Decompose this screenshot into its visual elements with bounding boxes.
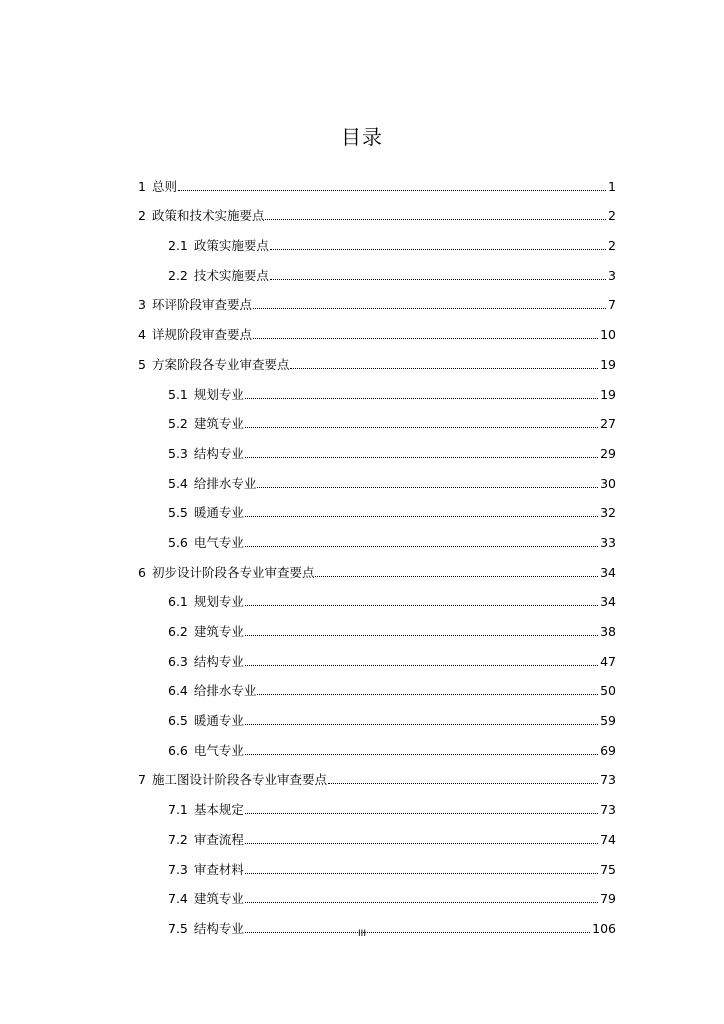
toc-entry-page-number: 30 (600, 475, 616, 491)
toc-entry-text: 技术实施要点 (193, 267, 269, 283)
toc-entry[interactable] (138, 403, 616, 433)
toc-entry-number: 5.3 (168, 445, 188, 461)
toc-entry-label (168, 505, 244, 521)
toc-entry-page-number: 19 (600, 386, 616, 402)
toc-entry-label (168, 891, 244, 907)
toc-entry-text: 政策实施要点 (193, 238, 269, 254)
toc-entry-number: 6.6 (168, 742, 188, 758)
toc-entry-text: 暖通专业 (193, 713, 244, 729)
toc-entry[interactable] (138, 195, 616, 225)
toc-entry-number: 5.4 (168, 475, 188, 491)
toc-entry-text: 建筑专业 (193, 624, 244, 639)
toc-dot-leader (245, 665, 598, 666)
toc-entry-text: 详规阶段审查要点 (151, 327, 252, 343)
toc-entry-page-number: 32 (600, 505, 616, 521)
toc-dot-leader (265, 219, 606, 220)
toc-entry-page-number: 75 (600, 861, 616, 877)
toc-entry-label (168, 802, 244, 818)
toc-entry-number: 6.3 (168, 653, 188, 669)
toc-entry[interactable] (138, 521, 616, 551)
toc-dot-leader (270, 279, 606, 280)
toc-entry[interactable] (138, 699, 616, 729)
toc-entry-number: 4 (138, 327, 146, 343)
toc-entry[interactable] (138, 284, 616, 314)
toc-entry-label (138, 327, 252, 343)
toc-entry-page-number: 47 (600, 653, 616, 669)
toc-entry-text: 审查材料 (193, 861, 244, 877)
toc-entry-text: 施工图设计阶段各专业审查要点 (151, 772, 327, 788)
toc-entry-number: 5.5 (168, 505, 188, 521)
toc-entry-label (138, 565, 314, 581)
toc-entry-label (168, 387, 244, 403)
toc-dot-leader (257, 487, 598, 488)
toc-entry-text: 环评阶段审查要点 (151, 297, 252, 313)
toc-entry-text: 电气专业 (193, 742, 244, 758)
toc-entry-text: 建筑专业 (193, 891, 244, 907)
toc-entry[interactable] (138, 788, 616, 818)
toc-entry-page-number: 50 (600, 683, 616, 699)
toc-entry-number: 7 (138, 772, 146, 788)
toc-entry-number: 5 (138, 356, 146, 372)
toc-entry-text: 给排水专业 (193, 475, 257, 491)
toc-entry-number: 6.2 (168, 624, 188, 639)
toc-entry-text: 结构专业 (193, 653, 244, 669)
toc-entry-number: 6.5 (168, 713, 188, 729)
toc-entry-page-number: 19 (600, 356, 616, 372)
toc-title: 目录 (341, 125, 383, 149)
toc-entry-text: 结构专业 (193, 445, 244, 461)
toc-entry-text: 初步设计阶段各专业审查要点 (151, 564, 315, 580)
toc-entry[interactable] (138, 729, 616, 759)
toc-entry-number: 2.2 (168, 267, 188, 283)
toc-entry[interactable] (138, 165, 616, 195)
toc-entry[interactable] (138, 878, 616, 908)
toc-dot-leader (245, 605, 598, 606)
toc-entry[interactable] (138, 432, 616, 462)
table-of-contents (138, 165, 616, 937)
toc-dot-leader (245, 724, 598, 725)
toc-entry[interactable] (138, 640, 616, 670)
toc-entry-text: 电气专业 (193, 534, 244, 550)
toc-entry-page-number: 1 (608, 178, 616, 194)
toc-dot-leader (245, 427, 598, 428)
toc-entry-number: 1 (138, 178, 146, 194)
toc-entry-label (138, 357, 289, 373)
toc-entry-page-number: 74 (600, 831, 616, 847)
toc-entry-page-number: 79 (600, 891, 616, 907)
toc-dot-leader (245, 516, 598, 517)
toc-entry[interactable] (138, 670, 616, 700)
toc-entry-text: 审查流程 (193, 831, 244, 847)
toc-entry-number: 2.1 (168, 238, 188, 254)
toc-entry-number: 7.1 (168, 802, 188, 818)
toc-entry-label (168, 743, 244, 759)
toc-entry-number: 6 (138, 564, 146, 580)
toc-entry-page-number: 73 (600, 772, 616, 788)
toc-entry-label (168, 446, 244, 462)
toc-entry-text: 规划专业 (193, 594, 244, 610)
toc-entry-label (168, 594, 244, 610)
toc-entry-label (168, 713, 244, 729)
toc-entry[interactable] (138, 224, 616, 254)
toc-entry-page-number: 29 (600, 445, 616, 461)
toc-entry-page-number: 38 (600, 624, 616, 639)
toc-dot-leader (328, 783, 598, 784)
toc-entry-label (168, 654, 244, 670)
toc-entry-label (168, 832, 244, 848)
toc-entry-page-number: 34 (600, 564, 616, 580)
toc-entry-page-number: 34 (600, 594, 616, 610)
toc-entry-number: 7.3 (168, 861, 188, 877)
toc-dot-leader (245, 754, 598, 755)
toc-dot-leader (315, 576, 598, 577)
toc-entry[interactable] (138, 848, 616, 878)
toc-entry-number: 7.4 (168, 891, 188, 907)
toc-entry-text: 建筑专业 (193, 416, 244, 432)
toc-entry-text: 给排水专业 (193, 683, 257, 699)
toc-dot-leader (253, 308, 606, 309)
toc-entry[interactable] (138, 462, 616, 492)
toc-entry-number: 7.2 (168, 831, 188, 847)
toc-entry-page-number: 2 (608, 238, 616, 254)
toc-entry[interactable] (138, 581, 616, 611)
toc-entry-label (168, 476, 256, 492)
toc-entry-text: 规划专业 (193, 386, 244, 402)
toc-entry-text: 政策和技术实施要点 (151, 208, 265, 224)
toc-entry-page-number: 3 (608, 267, 616, 283)
toc-entry-number: 5.6 (168, 534, 188, 550)
toc-dot-leader (270, 249, 606, 250)
toc-entry-page-number: 7 (608, 297, 616, 313)
toc-entry-page-number: 27 (600, 416, 616, 432)
toc-entry-label (168, 683, 256, 699)
toc-entry-label (168, 238, 269, 254)
toc-entry-number: 7.5 (168, 920, 188, 936)
toc-entry[interactable] (138, 759, 616, 789)
toc-entry[interactable] (138, 492, 616, 522)
toc-entry-number: 5.1 (168, 386, 188, 402)
toc-entry[interactable] (138, 343, 616, 373)
toc-dot-leader (245, 457, 598, 458)
toc-entry-page-number: 59 (600, 713, 616, 729)
toc-entry-text: 总则 (151, 178, 177, 194)
toc-entry[interactable] (138, 610, 616, 640)
toc-entry-label (138, 179, 177, 195)
toc-entry-label (168, 624, 244, 640)
page-number-footer: III (358, 929, 366, 939)
toc-dot-leader (245, 843, 598, 844)
toc-entry-page-number: 73 (600, 802, 616, 818)
toc-entry-number: 2 (138, 208, 146, 224)
toc-dot-leader (245, 813, 598, 814)
toc-entry-text: 基本规定 (193, 802, 244, 818)
toc-entry-text: 暖通专业 (193, 505, 244, 521)
toc-entry[interactable] (138, 254, 616, 284)
toc-entry-label (168, 416, 244, 432)
toc-entry-text: 结构专业 (193, 920, 244, 936)
toc-entry-label (168, 268, 269, 284)
toc-entry-label (138, 772, 327, 788)
toc-dot-leader (245, 546, 598, 547)
toc-entry[interactable] (138, 313, 616, 343)
toc-dot-leader (245, 873, 598, 874)
toc-dot-leader (253, 338, 598, 339)
toc-entry-label (138, 297, 252, 313)
toc-entry-label (138, 208, 264, 224)
toc-entry-page-number: 2 (608, 208, 616, 224)
toc-entry[interactable] (138, 373, 616, 403)
toc-dot-leader (245, 635, 598, 636)
toc-entry-page-number: 106 (592, 920, 616, 936)
toc-entry-number: 3 (138, 297, 146, 313)
toc-entry-page-number: 33 (600, 534, 616, 550)
toc-dot-leader (290, 368, 598, 369)
toc-dot-leader (245, 902, 598, 903)
toc-entry-number: 6.1 (168, 594, 188, 610)
toc-dot-leader (245, 398, 598, 399)
toc-dot-leader (257, 694, 598, 695)
toc-entry-page-number: 10 (600, 327, 616, 343)
toc-entry-page-number: 69 (600, 742, 616, 758)
toc-entry[interactable] (138, 551, 616, 581)
toc-dot-leader (178, 190, 606, 191)
toc-entry-number: 5.2 (168, 416, 188, 432)
toc-entry[interactable] (138, 818, 616, 848)
toc-entry-number: 6.4 (168, 683, 188, 699)
toc-entry-label (168, 862, 244, 878)
toc-entry-label (168, 535, 244, 551)
toc-entry-text: 方案阶段各专业审查要点 (151, 356, 290, 372)
